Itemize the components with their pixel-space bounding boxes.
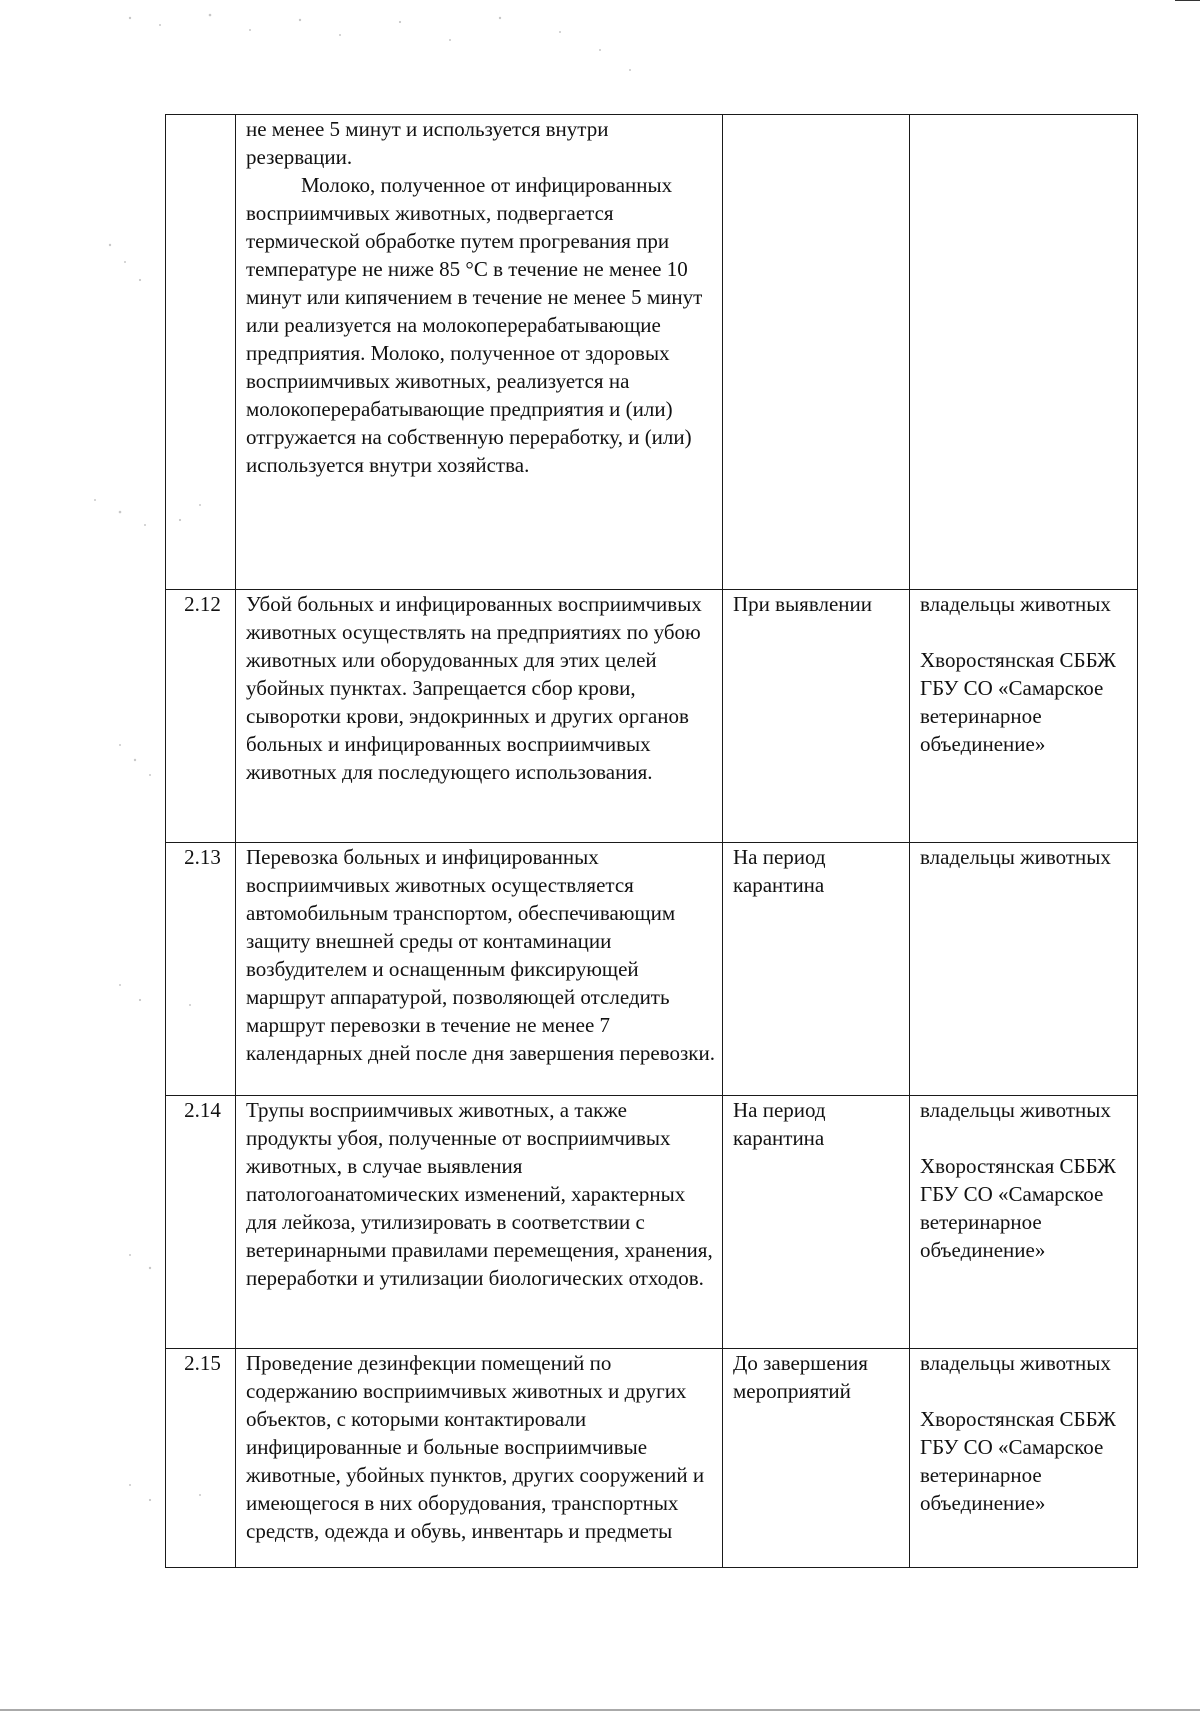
row-number-cell: 2.13 <box>166 843 236 1096</box>
term-cell: На период карантина <box>723 843 910 1096</box>
responsible-cell <box>910 115 1138 590</box>
term-cell <box>723 115 910 590</box>
responsible-cell: владельцы животных <box>910 843 1138 1096</box>
measure-text: Молоко, полученное от инфицированных восприимчивых животных, подвергается термической обработке путем прогревания при температуре не ниже 85 °С в течение не менее 10 минут или кипячением в течение не менее 5 минут или реализуется на молокоперерабатывающие предприятия. Молоко, полученное от здоровых восприимчивых животных, реализуется на молокоперерабатывающие предприятия и (или) отгружается на собственную переработку, и (или) используется внутри хозяйства. <box>246 173 703 477</box>
table-row <box>166 843 1138 1096</box>
term-cell: До завершения мероприятий <box>723 1349 910 1568</box>
responsible-cell: владельцы животных Хворостянская СББЖ ГБУ СО «Самарское ветеринарное объединение» <box>910 1349 1138 1568</box>
measure-cell: Перевозка больных и инфицированных восприимчивых животных осуществляется автомобильным транспортом, обеспечивающим защиту внешней среды от контаминации возбудителем и оснащенным фиксирующей маршрут аппаратурой, позволяющей отследить маршрут перевозки в течение не менее 7 календарных дней после дня завершения перевозки. <box>236 843 723 1096</box>
table-row <box>166 1096 1138 1349</box>
row-number-cell: 2.12 <box>166 590 236 843</box>
measure-cell: Трупы восприимчивых животных, а также продукты убоя, полученные от восприимчивых животных, в случае выявления патологоанатомических изменений, характерных для лейкоза, утилизировать в соответствии с ветеринарными правилами перемещения, хранения, переработки и утилизации биологических отходов. <box>236 1096 723 1349</box>
table-row <box>166 590 1138 843</box>
measure-cell: Убой больных и инфицированных восприимчивых животных осуществлять на предприятиях по убою животных или оборудованных для этих целей убойных пунктах. Запрещается сбор крови, сыворотки крови, эндокринных и других органов больных и инфицированных восприимчивых животных для последующего использования. <box>236 590 723 843</box>
measures-table <box>165 114 1138 1568</box>
table-row <box>166 1349 1138 1568</box>
measure-text: не менее 5 минут и используется внутри резервации. <box>246 117 609 169</box>
table-row <box>166 115 1138 590</box>
responsible-cell: владельцы животных Хворостянская СББЖ ГБУ СО «Самарское ветеринарное объединение» <box>910 590 1138 843</box>
term-cell: При выявлении <box>723 590 910 843</box>
measure-cell: Проведение дезинфекции помещений по содержанию восприимчивых животных и других объектов, с которыми контактировали инфицированные и больные восприимчивые животные, убойных пунктов, других сооружений и имеющегося в них оборудования, транспортных средств, одежда и обувь, инвентарь и предметы <box>236 1349 723 1568</box>
row-number-cell: 2.15 <box>166 1349 236 1568</box>
measure-cell <box>236 115 723 590</box>
row-number-cell: 2.14 <box>166 1096 236 1349</box>
row-number-cell <box>166 115 236 590</box>
term-cell: На период карантина <box>723 1096 910 1349</box>
responsible-cell: владельцы животных Хворостянская СББЖ ГБУ СО «Самарское ветеринарное объединение» <box>910 1096 1138 1349</box>
